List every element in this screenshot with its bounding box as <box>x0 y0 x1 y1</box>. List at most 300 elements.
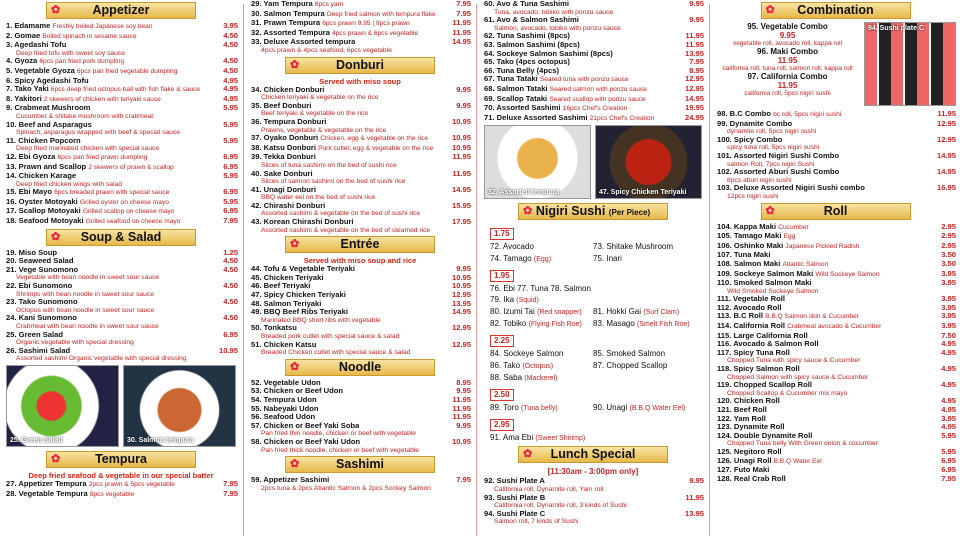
item-price: 4.50 <box>223 40 238 50</box>
item-description: Freshly boiled Japanese soy bean <box>52 23 153 30</box>
item-title: 101. Assorted Nigiri Sushi Combo <box>717 151 840 160</box>
item-price: 10.95 <box>451 272 471 282</box>
photo-strip <box>0 363 242 449</box>
nigiri-item <box>490 283 593 306</box>
item-description: Crabmeat avocado & Cucumber <box>787 323 882 331</box>
nigiri-name: 83. Masago <box>593 319 635 329</box>
item-detail: BBQ water eel on the bed of sushi rice <box>261 194 376 202</box>
item-price: 5.95 <box>223 135 238 145</box>
combo-price: 9.95 <box>779 31 796 40</box>
item-name <box>251 405 319 414</box>
food-photo <box>6 365 119 447</box>
menu-item <box>0 32 242 42</box>
item-price: 16.95 <box>936 183 956 193</box>
item-price: 9.95 <box>456 84 471 94</box>
item-name <box>717 251 770 260</box>
menu-item <box>711 457 960 467</box>
item-name <box>484 16 579 25</box>
item-detail: Organic vegetable with special dressing <box>16 339 134 347</box>
nigiri-note: (B.B.Q Water Eel) <box>629 405 686 413</box>
nigiri-item <box>490 348 593 360</box>
menu-item <box>0 22 242 32</box>
item-name <box>717 260 828 270</box>
item-price: 10.95 <box>451 281 471 291</box>
item-name <box>717 332 808 341</box>
item-title: 17. Scallop Motoyaki <box>6 207 81 216</box>
column-2 <box>245 0 475 540</box>
item-title: 118. Spicy Salmon Roll <box>717 365 800 374</box>
item-title: 107. Tuna Maki <box>717 251 771 260</box>
item-name <box>717 223 809 233</box>
menu-item <box>0 67 242 77</box>
menu-item <box>711 466 960 475</box>
item-title: 52. Vegetable Udon <box>251 378 321 387</box>
item-name <box>484 0 569 9</box>
menu-item <box>711 349 960 358</box>
item-title: 57. Chicken or Beef Yaki Soba <box>251 421 360 430</box>
item-title: 44. Tofu & Vegetable Teriyaki <box>251 265 355 274</box>
item-price: 12.95 <box>684 83 704 93</box>
item-detail: Chopped Tuna belly With Green onion & cucumber <box>727 440 878 448</box>
item-price: 6.95 <box>223 329 238 339</box>
item-name <box>6 188 169 198</box>
food-photo <box>595 125 702 199</box>
menu-item <box>0 217 242 227</box>
nigiri-name: 88. Saba <box>490 373 523 383</box>
item-price: 7.95 <box>689 57 704 67</box>
item-title: 48. Salmon Teriyaki <box>251 299 322 308</box>
item-price: 4.95 <box>941 422 956 432</box>
item-price: 4.95 <box>941 347 956 357</box>
menu-item <box>478 85 708 95</box>
section-header <box>518 203 668 220</box>
menu-item <box>245 438 475 447</box>
item-name <box>6 480 175 490</box>
menu-item <box>711 475 960 484</box>
item-title: 14. Chicken Karage <box>6 172 77 181</box>
item-detail: California roll, Dynamite roll, Yam roll <box>494 485 604 493</box>
menu-item <box>0 137 242 146</box>
item-title: 114. California Roll <box>717 322 785 331</box>
section-header: ✿ Combination <box>761 2 911 19</box>
item-detail: 8pcs aburi nigiri sushi <box>727 176 792 184</box>
item-name <box>251 476 329 485</box>
item-title: 22. Ebi Sunomono <box>6 282 73 291</box>
item-name <box>717 295 785 304</box>
item-name <box>6 95 161 105</box>
item-price: 13.95 <box>684 48 704 58</box>
nigiri-row <box>478 253 708 265</box>
column-4 <box>711 0 960 540</box>
photo-caption: 32. Assorted tempura <box>488 189 560 197</box>
nigiri-item <box>593 241 696 253</box>
item-name <box>6 257 74 266</box>
item-description: Grilled seafood on cheese mayo <box>85 218 181 226</box>
item-price: 10.95 <box>451 142 471 152</box>
menu-item <box>711 397 960 406</box>
item-price: 4.95 <box>223 84 238 94</box>
menu-item <box>245 186 475 195</box>
nigiri-item <box>490 306 593 318</box>
item-detail: Pan fried thin noodle, chicken or beef with vegetable <box>261 430 417 438</box>
section-title: Nigiri Sushi <box>535 204 606 219</box>
item-name <box>6 490 134 500</box>
combo-price: 11.95 <box>777 56 798 65</box>
menu-item <box>0 85 242 95</box>
nigiri-item <box>490 432 593 444</box>
menu-item <box>245 153 475 162</box>
item-detail: Spinach, asparagus wrapped with beef & special sauce <box>16 129 180 137</box>
item-title: 45. Chicken Teriyaki <box>251 273 324 282</box>
item-title: 66. Tuna Belly (4pcs) <box>484 66 559 75</box>
item-title: 16. Oyster Motoyaki <box>6 197 78 206</box>
nigiri-name: 80. Izumi Tai <box>490 307 535 317</box>
item-price: 5.95 <box>223 171 238 181</box>
menu-item <box>711 295 960 304</box>
item-price: 9.95 <box>456 386 471 396</box>
section-header: ✿ Roll <box>761 203 911 220</box>
item-title: 5. Vegetable Gyoza <box>6 66 75 75</box>
item-title: 104. Kappa Maki <box>717 222 777 231</box>
menu-item <box>711 322 960 332</box>
item-price: 14.95 <box>451 184 471 194</box>
item-title: 65. Tako (4pcs octopus) <box>484 58 570 67</box>
item-name <box>484 85 647 95</box>
item-price: 6.95 <box>941 465 956 475</box>
item-name <box>6 314 77 323</box>
item-description: Seared tuna with ponzu sauce <box>539 76 629 84</box>
item-title: 122. Yam Roll <box>717 414 766 423</box>
item-title: 98. B.C Combo <box>717 110 772 118</box>
nigiri-row <box>478 318 708 330</box>
item-name <box>6 85 200 95</box>
nigiri-item <box>490 402 593 414</box>
menu-item <box>245 265 475 274</box>
nigiri-note: (Egg) <box>533 256 552 264</box>
item-name <box>251 186 316 195</box>
section-header: ✿ Sashimi <box>285 456 435 473</box>
item-title: 119. Chopped Scallop Roll <box>717 381 812 390</box>
item-detail: California roll, Dynamite roll, 3 kinds of Sushi <box>494 502 627 510</box>
section-subtitle: Served with miso soup <box>319 76 401 86</box>
item-title: 12. Ebi Gyoza <box>6 152 56 161</box>
nigiri-name: 72. Avocado <box>490 242 534 252</box>
item-detail: Breaded Chicken cutlet with special sauce & salad <box>261 349 411 357</box>
item-description: Seared scallop with ponzu sauce <box>549 95 646 103</box>
item-detail: Shrimps with bean noodle in sweet sour sauce <box>16 290 154 298</box>
nigiri-note: (Squid) <box>516 297 539 305</box>
item-name <box>717 349 790 358</box>
menu-item <box>0 77 242 86</box>
menu-item <box>0 480 242 490</box>
menu-item <box>478 32 708 41</box>
menu-item <box>711 251 960 260</box>
item-title: 106. Oshinko Maki <box>717 241 784 250</box>
item-title: 42. Chirashi Donburi <box>251 201 326 210</box>
item-price: 11.95 <box>685 39 704 49</box>
food-photo <box>484 125 591 199</box>
menu-item <box>478 16 708 25</box>
menu-item <box>245 396 475 405</box>
menu-item <box>711 312 960 322</box>
menu-item <box>478 494 708 503</box>
menu-item <box>711 120 960 129</box>
item-description: bc roll, 5pcs nigiri sushi <box>773 111 842 118</box>
item-description: 6pcs pan fried vegetable dumpling <box>76 67 178 75</box>
item-name <box>251 134 428 144</box>
item-title: 94. Sushi Plate C <box>484 509 546 518</box>
item-price: 3.95 <box>941 302 956 312</box>
item-price: 4.50 <box>223 256 238 266</box>
item-price: 4.95 <box>941 405 956 414</box>
item-detail: 4pcs prawn & 4pcs seafood, 6pcs vegetable <box>261 46 392 54</box>
item-price: 7.95 <box>223 488 238 498</box>
nigiri-row <box>478 306 708 318</box>
menu-item <box>711 168 960 177</box>
item-name <box>251 291 346 300</box>
menu-item <box>711 110 960 120</box>
item-name <box>717 397 780 406</box>
menu-item <box>245 144 475 154</box>
menu-item <box>711 260 960 270</box>
item-detail: Breaded pork cutlet with special sauce & salad <box>261 333 400 340</box>
item-price: 4.50 <box>223 65 238 75</box>
item-description: Chicken, egg & vegetable on the rice <box>320 135 429 143</box>
item-name <box>251 300 321 309</box>
item-detail: Deep fried tofu with sweet soy sauce <box>16 49 125 57</box>
nigiri-name: 89. Toro <box>490 403 519 413</box>
item-price: 3.95 <box>941 278 956 288</box>
item-name <box>251 10 436 20</box>
item-price: 14.95 <box>451 307 471 317</box>
item-description: 6pcs breaded prawn with special sauce <box>54 189 170 197</box>
item-name <box>6 198 169 208</box>
item-name <box>251 153 316 162</box>
item-name <box>717 448 782 457</box>
menu-item <box>711 332 960 341</box>
item-title: 56. Seafood Udon <box>251 413 316 422</box>
item-title: 120. Chicken Roll <box>717 397 780 406</box>
menu-item <box>711 423 960 432</box>
item-detail: Chopped Salmon with spicy sauce & Cucumber <box>727 373 869 381</box>
item-title: 49. BBQ Beef Ribs Teriyaki <box>251 308 348 317</box>
menu-item <box>245 422 475 431</box>
nigiri-row <box>478 283 708 306</box>
item-price: 12.95 <box>936 134 956 144</box>
menu-item <box>245 218 475 227</box>
item-price: 12.95 <box>451 323 471 333</box>
item-title: 6. Spicy Agedashi Tofu <box>6 76 89 85</box>
item-name <box>6 22 153 32</box>
nigiri-name: 91. Ama Ebi <box>490 433 534 443</box>
nigiri-name: 73. Shitake Mushroom <box>593 242 674 252</box>
item-detail: Slices of tuna sashimi on the bed of sushi rice <box>261 161 397 169</box>
item-price: 7.95 <box>456 0 471 8</box>
item-detail: Chicken teriyaki & vegetable on the rice <box>261 94 379 102</box>
column-3 <box>478 0 708 540</box>
item-name <box>484 477 545 486</box>
item-price: 11.95 <box>685 492 704 502</box>
item-title: 19. Miso Soup <box>6 248 58 257</box>
item-name <box>251 422 359 431</box>
item-title: 39. Tekka Donburi <box>251 153 316 162</box>
item-description: Egg <box>783 233 796 241</box>
item-title: 102. Assorted Aburi Sushi Combo <box>717 168 840 177</box>
item-name <box>717 312 859 322</box>
item-price: 7.95 <box>941 473 956 483</box>
item-price: 11.95 <box>452 152 471 162</box>
nigiri-item <box>593 283 696 306</box>
menu-item <box>478 75 708 85</box>
item-name <box>717 304 781 313</box>
item-name <box>6 77 89 86</box>
item-price: 8.95 <box>456 377 471 387</box>
menu-item <box>0 95 242 105</box>
combo-name: 95. Vegetable Combo <box>747 22 828 31</box>
menu-item <box>0 282 242 291</box>
section-header: ✿ Donburi <box>285 57 435 74</box>
item-name <box>484 41 580 50</box>
menu-item <box>0 121 242 130</box>
nigiri-item <box>593 253 696 265</box>
item-price: 8.95 <box>689 65 704 75</box>
item-title: 103. Deluxe Assorted Nigiri Sushi combo <box>717 184 865 193</box>
item-title: 67. Tuna Tataki <box>484 75 538 84</box>
menu-item <box>245 0 475 10</box>
combo-price: 11.95 <box>777 81 798 90</box>
item-description: Grilled oyster on cheese mayo <box>79 198 169 206</box>
item-price: 3.95 <box>941 268 956 278</box>
item-price: 9.95 <box>456 100 471 110</box>
item-title: 23. Tako Sunomono <box>6 298 78 307</box>
price-tag: 2.25 <box>490 335 514 347</box>
menu-item <box>711 184 960 193</box>
item-name <box>717 136 782 145</box>
item-title: 8. Yakitori <box>6 94 42 103</box>
menu-item <box>478 114 708 124</box>
item-detail: dynamite roll, 5pcs nigiri sushi <box>727 128 817 136</box>
item-price: 14.95 <box>684 93 704 103</box>
item-title: 55. Nabeyaki Udon <box>251 404 319 413</box>
item-description: 6pcs pan fried prawn dumpling <box>57 153 148 161</box>
item-price: 2.95 <box>941 221 956 231</box>
item-detail: 2pcs tuna & 2pcs Atlantic Salmon & 2pcs Sockey Salmon <box>261 484 431 492</box>
item-title: 27. Appetizer Tempura <box>6 479 87 488</box>
item-name <box>484 494 545 503</box>
item-detail: spicy tuna roll, 5pcs nigiri sushi <box>727 144 820 152</box>
item-name <box>717 406 767 415</box>
nigiri-item <box>593 372 696 384</box>
item-name <box>717 457 822 467</box>
item-price: 11.95 <box>452 403 471 413</box>
item-name <box>717 184 865 193</box>
item-name <box>717 232 795 242</box>
item-price: 15.95 <box>451 200 471 210</box>
nigiri-item <box>490 318 593 330</box>
menu-item <box>478 510 708 519</box>
menu-item <box>245 300 475 309</box>
item-price: 3.95 <box>941 294 956 304</box>
item-price: 3.95 <box>941 413 956 423</box>
item-price: 9.95 <box>689 476 704 486</box>
item-detail: Tuna, avocado, tobiko with ponzu sauce <box>494 8 614 16</box>
nigiri-name: 87. Chopped Scallop <box>593 361 668 371</box>
item-name <box>251 118 326 127</box>
item-name <box>484 58 570 67</box>
item-price: 10.95 <box>451 116 471 126</box>
item-name <box>6 249 57 258</box>
menu-item <box>711 448 960 457</box>
item-price: 5.95 <box>223 119 238 129</box>
item-name <box>6 217 180 227</box>
item-price: 14.95 <box>451 37 471 47</box>
item-name <box>717 168 839 177</box>
item-title: 21. Vege Sunomono <box>6 265 79 274</box>
photo-caption: 94. Sushi plate C <box>868 25 925 32</box>
item-title: 37. Oyako Donburi <box>251 134 319 143</box>
nigiri-row <box>478 360 708 372</box>
item-price: 3.50 <box>941 250 956 260</box>
item-name <box>484 75 629 85</box>
item-price: 1.25 <box>223 247 238 257</box>
nigiri-name: 81. Hokki Gai <box>593 307 642 317</box>
item-price: 3.50 <box>941 258 956 268</box>
menu-item <box>245 379 475 388</box>
item-title: 50. Tonkatsu <box>251 324 297 333</box>
item-description: 21pcs Chef's Creation <box>589 114 655 122</box>
item-price: 4.50 <box>223 264 238 274</box>
item-name <box>717 322 881 332</box>
section-header: ✿ Entrée <box>285 236 435 253</box>
item-title: 125. Negitoro Roll <box>717 447 782 456</box>
item-title: 116. Avocado & Salmon Roll <box>717 340 819 349</box>
item-description: Cucumber <box>778 223 809 231</box>
item-price: 4.50 <box>223 281 238 291</box>
photo-strip <box>478 123 708 201</box>
item-title: 62. Tuna Sashimi (8pcs) <box>484 32 570 41</box>
item-title: 20. Seaweed Salad <box>6 257 74 266</box>
item-name <box>251 102 311 111</box>
menu-item <box>0 163 242 173</box>
item-price: 7.95 <box>456 475 471 485</box>
nigiri-name: 86. Tako <box>490 361 521 371</box>
item-price: 11.95 <box>452 394 471 404</box>
menu-item <box>711 223 960 233</box>
item-description: B.B.Q Water Eel <box>773 457 822 465</box>
item-detail: salmon Roll, 7pcs nigiri Sushi <box>727 160 815 168</box>
menu-item <box>711 365 960 374</box>
item-title: 124. Double Dynamite Roll <box>717 431 813 440</box>
item-title: 99. Dynamite Combo <box>717 119 793 128</box>
item-title: 64. Sockeye Salmon Sashimi (8pcs) <box>484 49 613 58</box>
item-price: 7.95 <box>223 478 238 488</box>
item-price: 3.95 <box>941 311 956 321</box>
combo-name: 96. Maki Combo <box>757 47 818 56</box>
nigiri-note: (Flying Fish Roe) <box>528 321 582 329</box>
item-title: 59. Appetizer Sashimi <box>251 476 330 485</box>
item-price: 4.95 <box>941 396 956 406</box>
item-title: 123. Dynamite Roll <box>717 423 785 432</box>
menu-item <box>0 104 242 113</box>
nigiri-item <box>490 253 593 265</box>
menu-item <box>245 291 475 300</box>
item-name <box>6 32 137 42</box>
nigiri-row <box>478 348 708 360</box>
menu-item <box>0 298 242 307</box>
item-description: 6pcs prawn 9.95 | 8pcs prawn <box>322 20 410 28</box>
item-name <box>717 423 785 432</box>
menu-item <box>478 0 708 9</box>
